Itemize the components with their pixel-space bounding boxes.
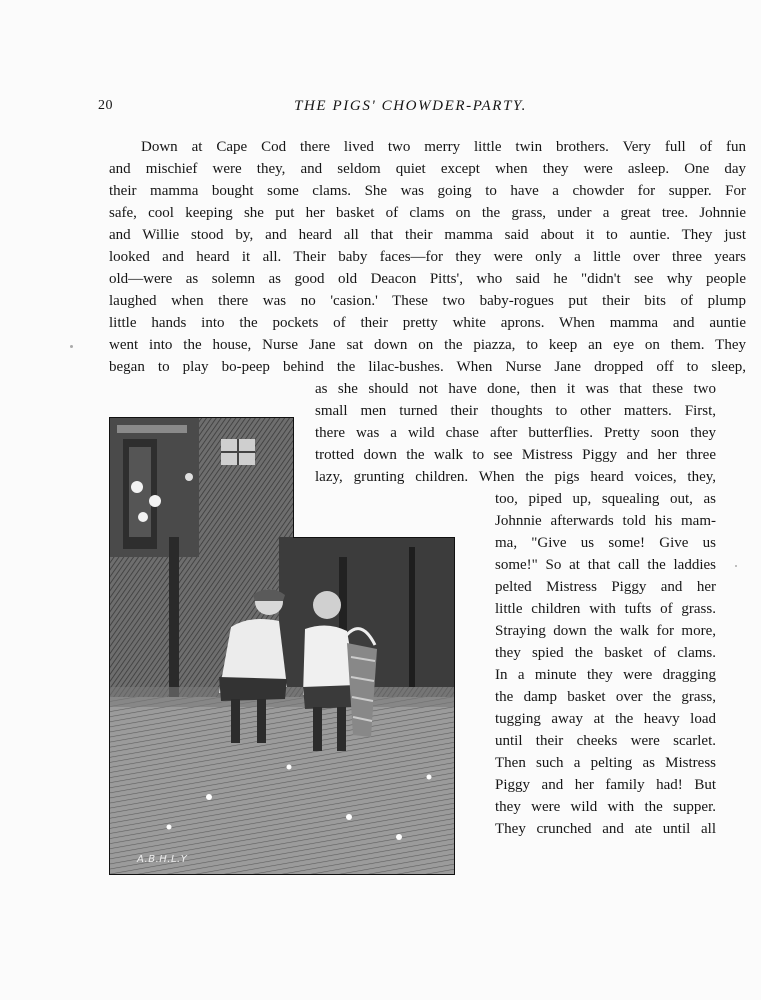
text-line: too, piped up, squealing out, as — [495, 491, 716, 507]
text-line: looked and heard it all. Their baby faces—for they were only a little over three years — [109, 249, 746, 265]
text-line: Then such a pelting as Mistress — [495, 755, 716, 771]
text-line: They crunched and ate until all — [495, 821, 716, 837]
text-line: the damp basket over the grass, — [495, 689, 716, 705]
text-line: and Willie stood by, and heard all that their mamma said about it to auntie. They just — [109, 227, 746, 243]
text-line: old—were as solemn as good old Deacon Pitts', who said he "didn't see why people — [109, 271, 746, 287]
text-line: tugging away at the heavy load — [495, 711, 716, 727]
text-line: lazy, grunting children. When the pigs heard voices, they, — [315, 469, 716, 485]
text-line: In a minute they were dragging — [495, 667, 716, 683]
text-line: and mischief were they, and seldom quiet except when they were asleep. One day — [109, 161, 746, 177]
text-line: as she should not have done, then it was that these two — [315, 381, 716, 397]
text-line: Straying down the walk for more, — [495, 623, 716, 639]
text-line: they spied the basket of clams. — [495, 645, 716, 661]
artist-signature: A.B.H.L.Y — [137, 854, 188, 865]
running-title: THE PIGS' CHOWDER-PARTY. — [294, 98, 527, 114]
text-line: trotted down the walk to see Mistress Piggy and her three — [315, 447, 716, 463]
text-line: laughed when there was no 'casion.' These two baby-rogues put their bits of plump — [109, 293, 746, 309]
text-line: pelted Mistress Piggy and her — [495, 579, 716, 595]
text-line: ma, "Give us some! Give us — [495, 535, 716, 551]
text-line: some!" So at that call the laddies — [495, 557, 716, 573]
page-number: 20 — [98, 98, 113, 113]
text-line: Johnnie afterwards told his mam- — [495, 513, 716, 529]
children-with-basket-picture — [109, 417, 455, 875]
text-line: little hands into the pockets of their pretty white aprons. When mamma and auntie — [109, 315, 746, 331]
page-header — [0, 98, 761, 122]
print-speck — [70, 345, 73, 348]
text-line: little children with tufts of grass. — [495, 601, 716, 617]
text-line: there was a wild chase after butterflies. Pretty soon they — [315, 425, 716, 441]
text-line: safe, cool keeping she put her basket of clams on the grass, under a great tree. Johnnie — [109, 205, 746, 221]
text-line: their mamma bought some clams. She was going to have a chowder for supper. For — [109, 183, 746, 199]
engraving-illustration — [109, 417, 455, 875]
text-line: until their cheeks were scarlet. — [495, 733, 716, 749]
text-line: Down at Cape Cod there lived two merry little twin brothers. Very full of fun — [141, 139, 746, 155]
text-line: began to play bo-peep behind the lilac-bushes. When Nurse Jane dropped off to sleep, — [109, 359, 746, 375]
print-speck — [735, 565, 737, 567]
text-line: went into the house, Nurse Jane sat down on the piazza, to keep an eye on them. They — [109, 337, 746, 353]
text-line: they were wild with the supper. — [495, 799, 716, 815]
text-line: small men turned their thoughts to other matters. First, — [315, 403, 716, 419]
text-line: Piggy and her family had! But — [495, 777, 716, 793]
